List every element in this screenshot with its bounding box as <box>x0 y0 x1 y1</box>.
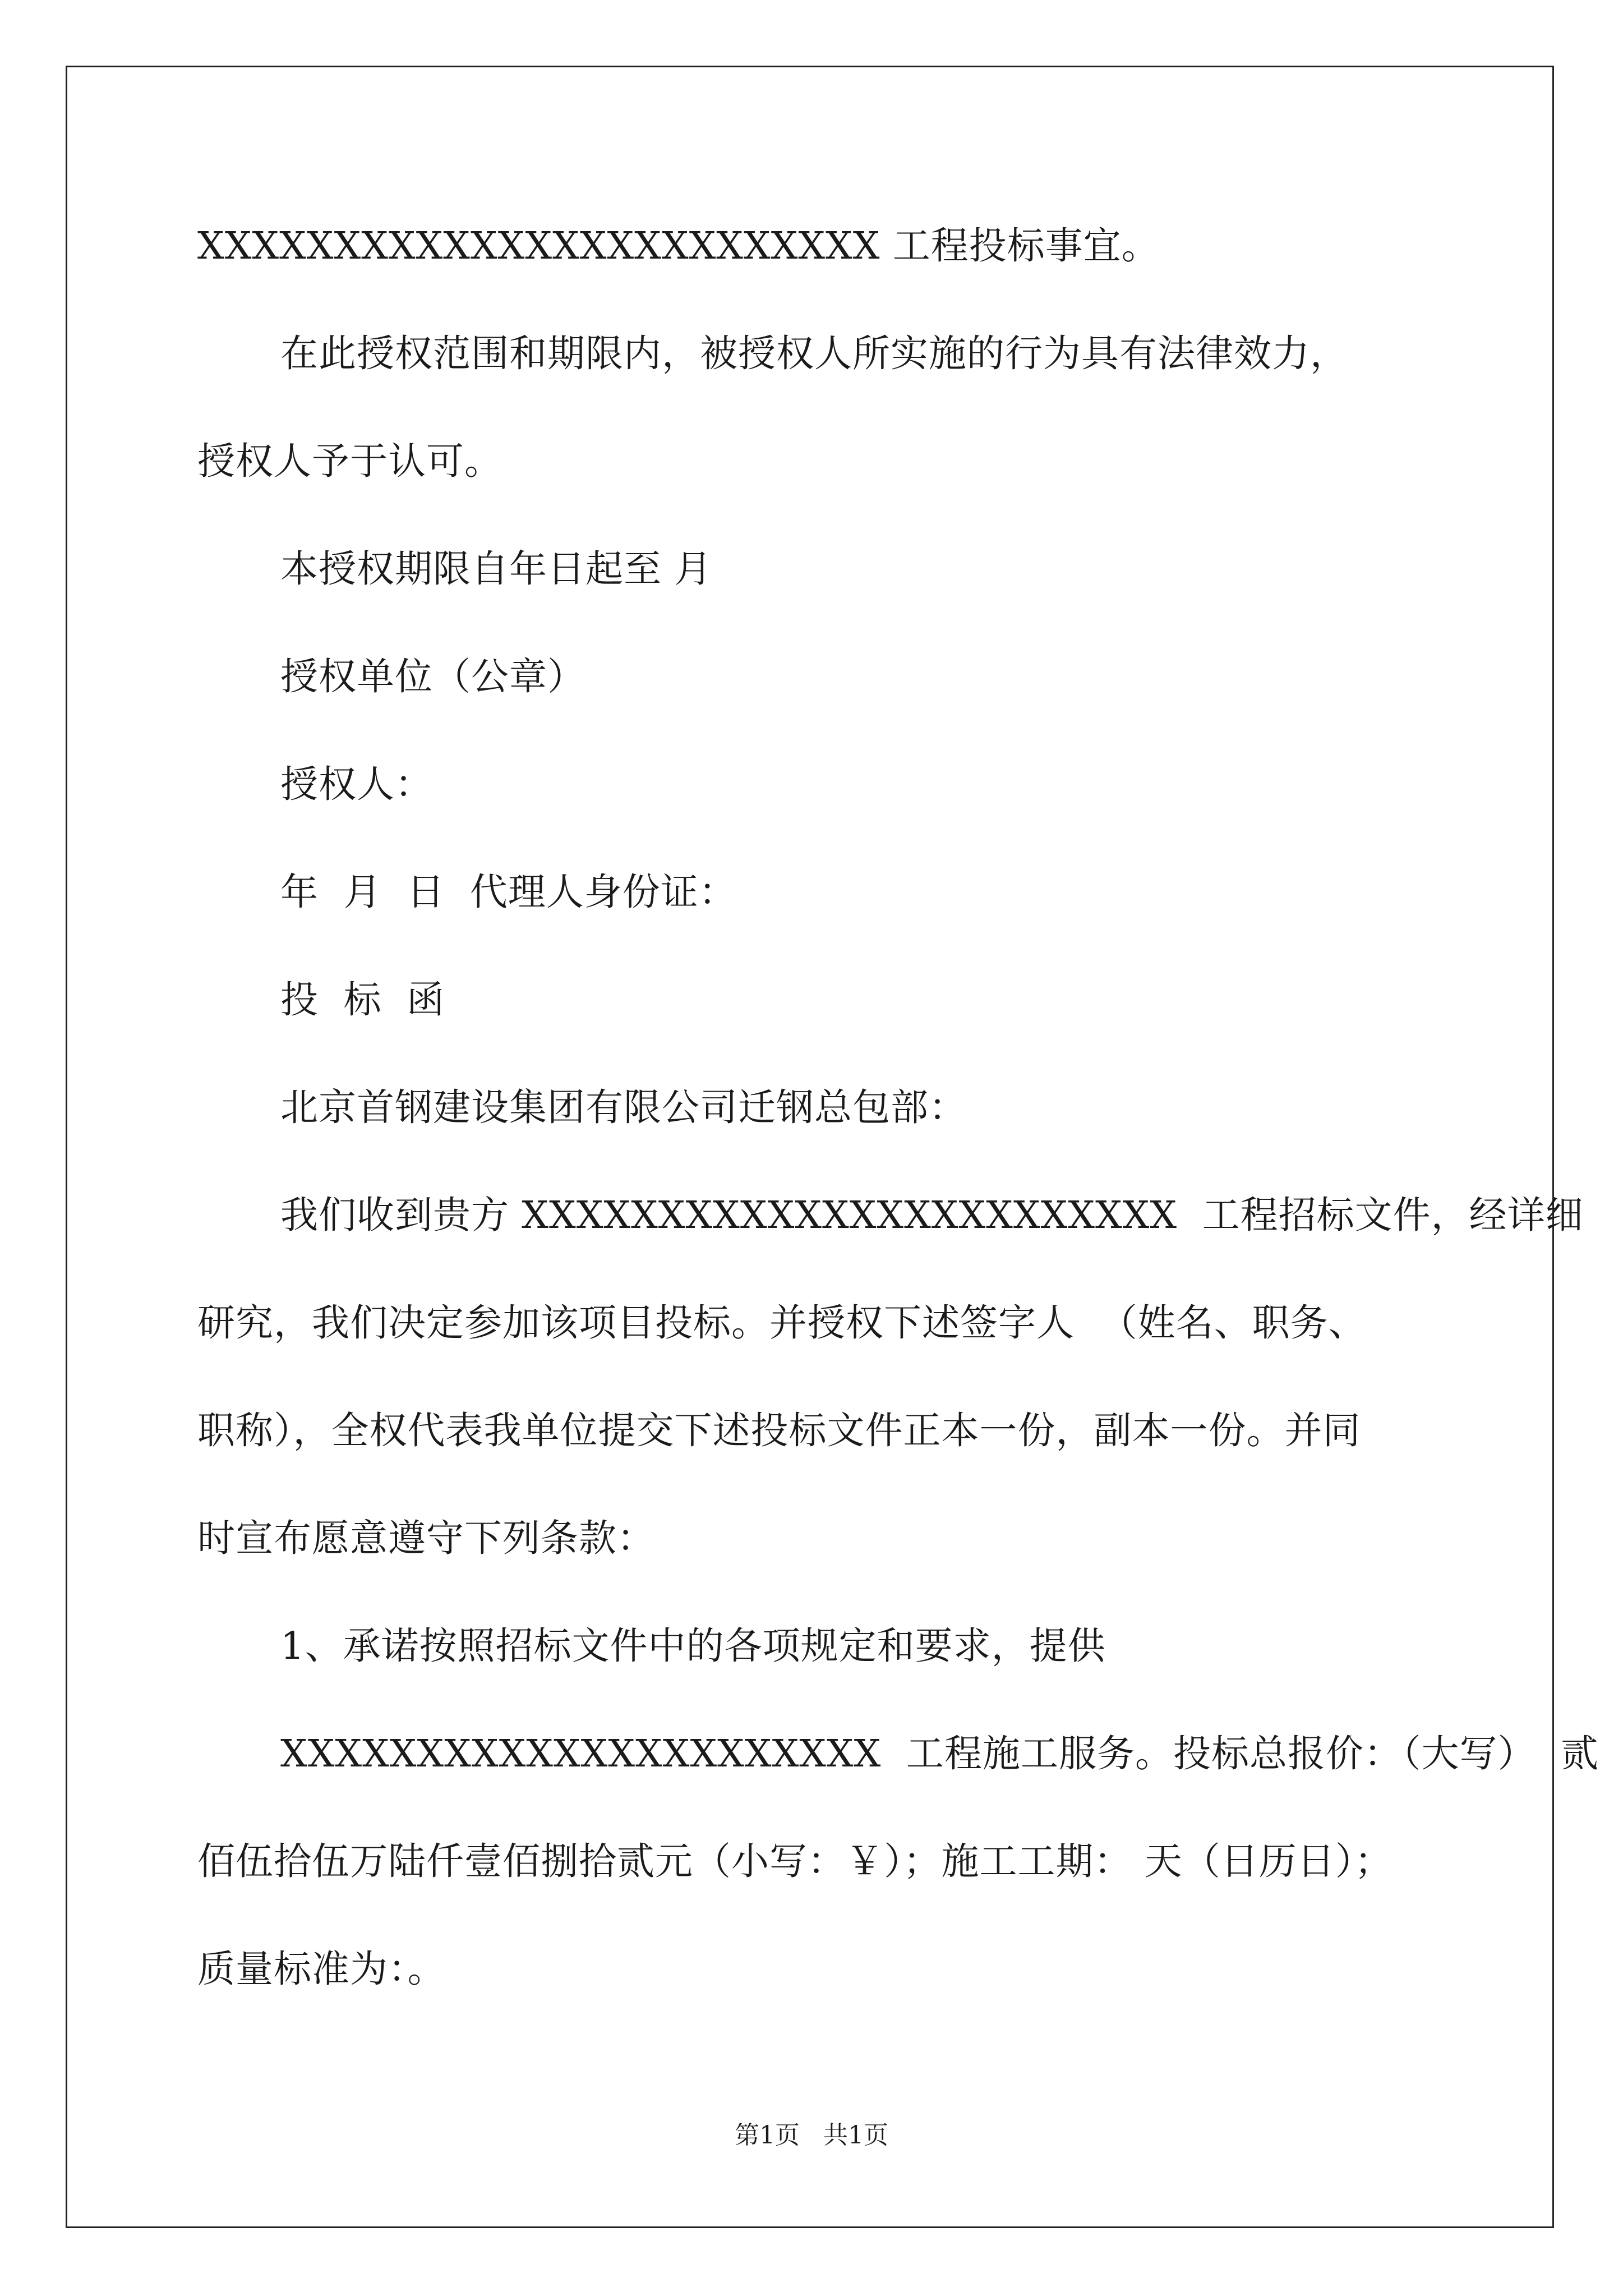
paragraph-line: XXXXXXXXXXXXXXXXXXXXXX 工程施工服务。投标总报价：（大写） 贰 <box>280 1732 1599 1775</box>
paragraph-line: XXXXXXXXXXXXXXXXXXXXXXXXX 工程投标事宜。 <box>197 224 1160 268</box>
paragraph-line: 职称），全权代表我单位提交下述投标文件正本一份，副本一份。并同 <box>197 1409 1361 1452</box>
paragraph-line: 授权单位（公章） <box>280 655 585 698</box>
paragraph-line: 年 月 日 代理人身份证： <box>280 870 737 914</box>
page-border <box>66 66 1554 2228</box>
paragraph-line: 研究，我们决定参加该项目投标。并授权下述签字人 （姓名、职务、 <box>197 1301 1367 1345</box>
paragraph-line: 授权人： <box>280 762 433 806</box>
paragraph-line: 授权人予于认可。 <box>197 439 502 483</box>
paragraph-line: 我们收到贵方 XXXXXXXXXXXXXXXXXXXXXXXX 工程招标文件，经详细 <box>280 1193 1584 1237</box>
paragraph-line: 在此授权范围和期限内，被授权人所实施的行为具有法律效力， <box>280 332 1348 375</box>
paragraph-line: 质量标准为：。 <box>197 1947 446 1991</box>
paragraph-line: 1、承诺按照招标文件中的各项规定和要求，提供 <box>280 1624 1106 1668</box>
paragraph-line: 佰伍拾伍万陆仟壹佰捌拾贰元（小写：￥）；施工工期： 天（日历日）； <box>197 1839 1393 1883</box>
paragraph-line: 本授权期限自年日起至 月 <box>280 547 713 591</box>
addressee-line: 北京首钢建设集团有限公司迁钢总包部： <box>280 1085 967 1129</box>
page-footer: 第1页 共1页 <box>735 2121 888 2150</box>
paragraph-line: 时宣布愿意遵守下列条款： <box>197 1516 655 1560</box>
section-heading: 投 标 函 <box>280 978 445 1022</box>
